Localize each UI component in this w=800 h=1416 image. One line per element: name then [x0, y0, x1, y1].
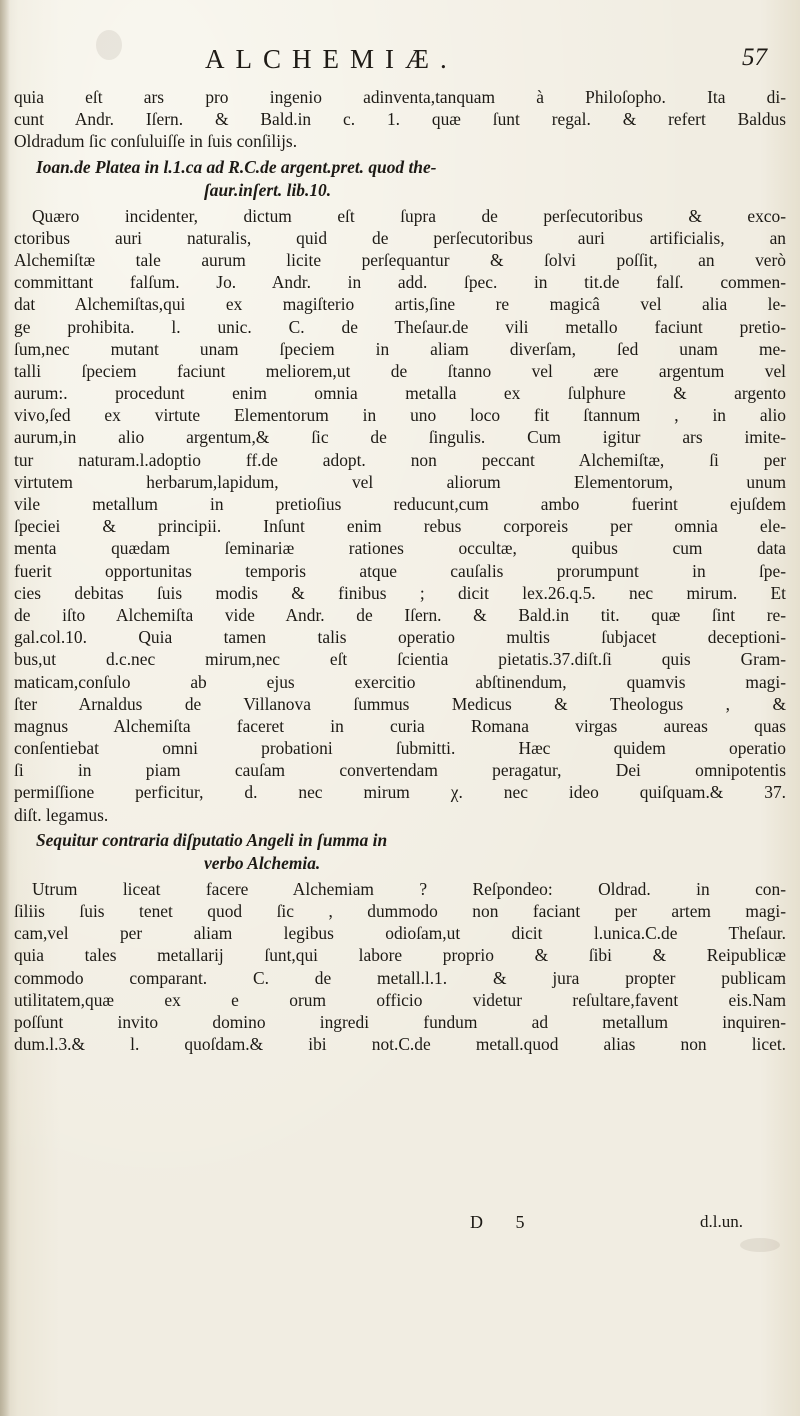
rubric-heading [14, 829, 786, 875]
text-line: conſentiebat omni probationi ſubmitti. Hæc quidem operatio [14, 738, 786, 759]
text-line: ſpeciei & principii. Inſunt enim rebus corporeis per omnia ele- [14, 516, 786, 537]
paper-stain [740, 1238, 780, 1252]
rubric-line: Sequitur contraria diſputatio Angeli in ſumma in [36, 829, 388, 850]
running-title: ALCHEMIÆ. [205, 44, 458, 74]
text-line: magnus Alchemiſta faceret in curia Romana virgas aureas quas [14, 715, 786, 736]
text-line: dat Alchemiſtas,qui ex magiſterio artis,ſine re magicâ vel alia le- [14, 294, 786, 315]
text-line: ſi in piam cauſam convertendam peragatur, Dei omnipotentis [14, 760, 786, 781]
page-footer [0, 1212, 800, 1238]
text-line: committant falſum. Jo. Andr. in add. ſpec. in tit.de falſ. commen- [14, 272, 786, 293]
binding-shadow [0, 0, 10, 1416]
text-line: bus,ut d.c.nec mirum,nec eſt ſcientia pietatis.37.diſt.ſi quis Gram- [14, 649, 786, 670]
text-line: cam,vel per aliam legibus odioſam,ut dicit l.unica.C.de Theſaur. [14, 923, 786, 944]
text-line: fuerit opportunitas temporis atque cauſalis prorumpunt in ſpe- [14, 560, 786, 581]
text-line: ſter Arnaldus de Villanova ſummus Medicus & Theologus , & [14, 693, 786, 714]
text-line: menta quædam ſeminariæ rationes occultæ, quibus cum data [14, 538, 786, 559]
paragraph [14, 878, 786, 1056]
rubric-line: verbo Alchemia. [204, 852, 321, 873]
text-line: commodo comparant. C. de metall.l.1. & jura propter publicam [14, 967, 786, 988]
text-line: cies debitas ſuis modis & finibus ; dicit lex.26.q.5. nec mirum. Et [14, 582, 786, 603]
text-line: gal.col.10. Quia tamen talis operatio multis ſubjacet deceptioni- [14, 627, 786, 648]
catchword: d.l.un. [700, 1212, 743, 1231]
body-text [14, 86, 786, 1058]
text-line: de iſto Alchemiſta vide Andr. de Iſern. & Bald.in tit. quæ ſint re- [14, 604, 786, 625]
rubric-line: ſaur.inſert. lib.10. [204, 179, 332, 200]
text-line: ge prohibita. l. unic. C. de Theſaur.de vili metallo faciunt pretio- [14, 316, 786, 337]
text-line: Utrum liceat facere Alchemiam ? Reſpondeo: Oldrad. in con- [32, 878, 786, 899]
paragraph [14, 205, 786, 826]
rubric-line: Ioan.de Platea in l.1.ca ad R.C.de argent.pret. quod the- [36, 156, 437, 177]
text-line: poſſunt invito domino ingredi fundum ad metallum inquiren- [14, 1011, 786, 1032]
text-line: diſt. legamus. [14, 804, 109, 825]
text-line: quia tales metallarij ſunt,qui labore proprio & ſibi & Reipublicæ [14, 945, 786, 966]
page-number: 57 [742, 44, 767, 71]
text-line: virtutem herbarum,lapidum, vel aliorum Elementorum, unum [14, 471, 786, 492]
paragraph [14, 86, 786, 153]
text-line: maticam,conſulo ab ejus exercitio abſtinendum, quamvis magi- [14, 671, 786, 692]
text-line: vile metallum in pretioſius reducunt,cum ambo fuerint ejuſdem [14, 494, 786, 514]
text-line: quia eſt ars pro ingenio adinventa,tanquam à Philoſopho. Ita di- [14, 87, 786, 107]
text-line: ctoribus auri naturalis, quid de perſecutoribus auri artificialis, an [14, 227, 786, 248]
text-line: dum.l.3.& l. quoſdam.& ibi not.C.de metall.quod alias non licet. [14, 1034, 786, 1055]
text-line: Quæro incidenter, dictum eſt ſupra de perſecutoribus & exco- [32, 205, 786, 226]
text-line: utilitatem,quæ ex e orum officio videtur reſultare,favent eis.Nam [14, 989, 786, 1010]
text-line: Oldradum ſic conſuluiſſe in ſuis conſilijs. [14, 131, 298, 152]
text-line: tur naturam.l.adoptio ff.de adopt. non peccant Alchemiſtæ, ſi per [14, 449, 786, 470]
text-line: ſiliis ſuis tenet quod ſic , dummodo non faciant per artem magi- [14, 901, 786, 921]
text-line: vivo,ſed ex virtute Elementorum in uno loco fit ſtannum , in alio [14, 405, 786, 426]
text-line: ſum,nec mutant unam ſpeciem in aliam diverſam, ſed unam me- [14, 338, 786, 359]
text-line: Alchemiſtæ tale aurum licite perſequantur & ſolvi poſſit, an verò [14, 249, 786, 270]
page-header [0, 40, 800, 80]
text-line: aurum,in alio argentum,& ſic de ſingulis. Cum igitur ars imite- [14, 427, 786, 448]
signature-mark: D 5 [470, 1212, 539, 1232]
paragraph-gap [14, 1055, 786, 1058]
text-line: cunt Andr. Iſern. & Bald.in c. 1. quæ ſunt regal. & refert Baldus [14, 109, 786, 130]
text-line: talli ſpeciem faciunt meliorem,ut de ſtanno vel ære argentum vel [14, 360, 786, 381]
rubric-heading [14, 156, 786, 202]
text-line: permiſſione perficitur, d. nec mirum χ. nec ideo quiſquam.& 37. [14, 782, 786, 803]
text-line: aurum:. procedunt enim omnia metalla ex ſulphure & argento [14, 383, 786, 404]
